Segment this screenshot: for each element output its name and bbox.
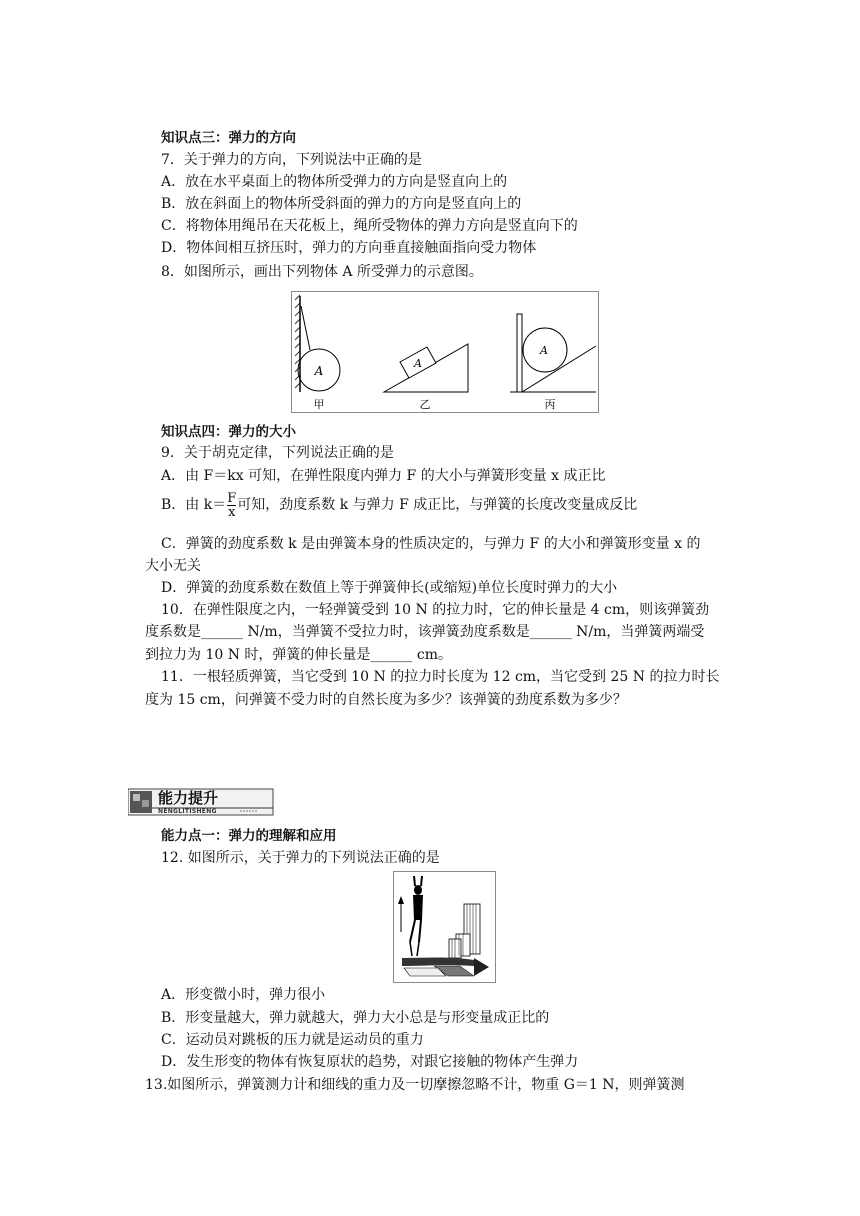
figure-label-jia: 甲: [313, 398, 325, 411]
question-12-option-d: D．发生形变的物体有恢复原状的趋势，对跟它接触的物体产生弹力: [161, 1054, 579, 1070]
figure-q12: [393, 871, 496, 983]
figure-q12-drawing: [394, 872, 495, 982]
fraction-denominator: x: [228, 504, 236, 520]
question-7-option-b: B．放在斜面上的物体所受斜面的弹力的方向是竖直向上的: [161, 196, 522, 212]
section-heading-4: 知识点四：弹力的大小: [161, 424, 296, 440]
object-a-label-jia: A: [314, 364, 324, 378]
ability-banner: [128, 788, 274, 816]
question-10-line2: 度系数是______ N/m，当弹簧不受拉力时，该弹簧劲度系数是______ N/m，当弹簧两端受: [145, 624, 705, 640]
question-11-line1: 11．一根轻质弹簧，当它受到 10 N 的拉力时长度为 12 cm，当它受到 25 N 的拉力时长: [161, 669, 720, 685]
fraction-numerator: F: [227, 490, 237, 506]
figure-q8: [291, 291, 599, 413]
question-12-option-b: B．形变量越大，弹力就越大，弹力大小总是与形变量成正比的: [161, 1010, 550, 1026]
question-9-option-a: A．由 F＝kx 可知，在弹性限度内弹力 F 的大小与弹簧形变量 x 成正比: [161, 468, 606, 484]
question-10-line1: 10．在弹性限度之内，一轻弹簧受到 10 N 的拉力时，它的伸长量是 4 cm，则该弹簧劲: [161, 602, 710, 618]
question-9-option-d: D．弹簧的劲度系数在数值上等于弹簧伸长(或缩短)单位长度时弹力的大小: [161, 580, 618, 596]
section-heading-3: 知识点三：弹力的方向: [161, 130, 296, 146]
figure-label-yi: 乙: [419, 398, 431, 411]
diagram-jia: [295, 295, 340, 392]
question-9-option-c-line1: C．弹簧的劲度系数 k 是由弹簧本身的性质决定的，与弹力 F 的大小和弹簧形变量 x 的: [161, 536, 701, 552]
question-12-stem: 12. 如图所示，关于弹力的下列说法正确的是: [161, 850, 440, 866]
question-9-stem: 9．关于胡克定律，下列说法正确的是: [161, 445, 394, 461]
object-a-label-bing: A: [540, 344, 548, 357]
question-12-option-a: A．形变微小时，弹力很小: [161, 987, 326, 1003]
banner-title: 能力提升: [158, 789, 219, 807]
object-a-label-yi: A: [414, 357, 422, 370]
question-9-option-c-line2: 大小无关: [145, 558, 201, 574]
fraction-f-over-x: [227, 492, 236, 519]
question-7-option-d: D．物体间相互挤压时，弹力的方向垂直接触面指向受力物体: [161, 240, 537, 256]
question-13-line1: 13.如图所示，弹簧测力计和细线的重力及一切摩擦忽略不计，物重 G＝1 N，则弹簧测: [145, 1077, 685, 1093]
option-b-prefix: B．由 k＝: [161, 497, 227, 513]
question-7-option-c: C．将物体用绳吊在天花板上，绳所受物体的弹力方向是竖直向下的: [161, 218, 578, 234]
question-9-option-b: [161, 491, 637, 519]
diagram-yi: [384, 344, 468, 392]
question-10-line3: 到拉力为 10 N 时，弹簧的伸长量是______ cm。: [145, 647, 452, 663]
option-b-suffix: 可知，劲度系数 k 与弹力 F 成正比，与弹簧的长度改变量成反比: [237, 497, 638, 513]
figure-q8-drawing: [292, 292, 598, 412]
question-7-option-a: A．放在水平桌面上的物体所受弹力的方向是竖直向上的: [161, 174, 508, 190]
question-12-option-c: C．运动员对跳板的压力就是运动员的重力: [161, 1032, 424, 1048]
question-11-line2: 度为 15 cm，问弹簧不受力时的自然长度为多少？该弹簧的劲度系数为多少？: [145, 692, 627, 708]
question-8-stem: 8．如图所示，画出下列物体 A 所受弹力的示意图。: [161, 264, 483, 280]
ability-heading-1: 能力点一：弹力的理解和应用: [161, 828, 337, 844]
question-7-stem: 7．关于弹力的方向，下列说法中正确的是: [161, 152, 422, 168]
figure-label-bing: 丙: [544, 398, 556, 411]
diagram-bing: [510, 314, 596, 392]
banner-subtitle: NENGLITISHENG: [158, 808, 217, 815]
